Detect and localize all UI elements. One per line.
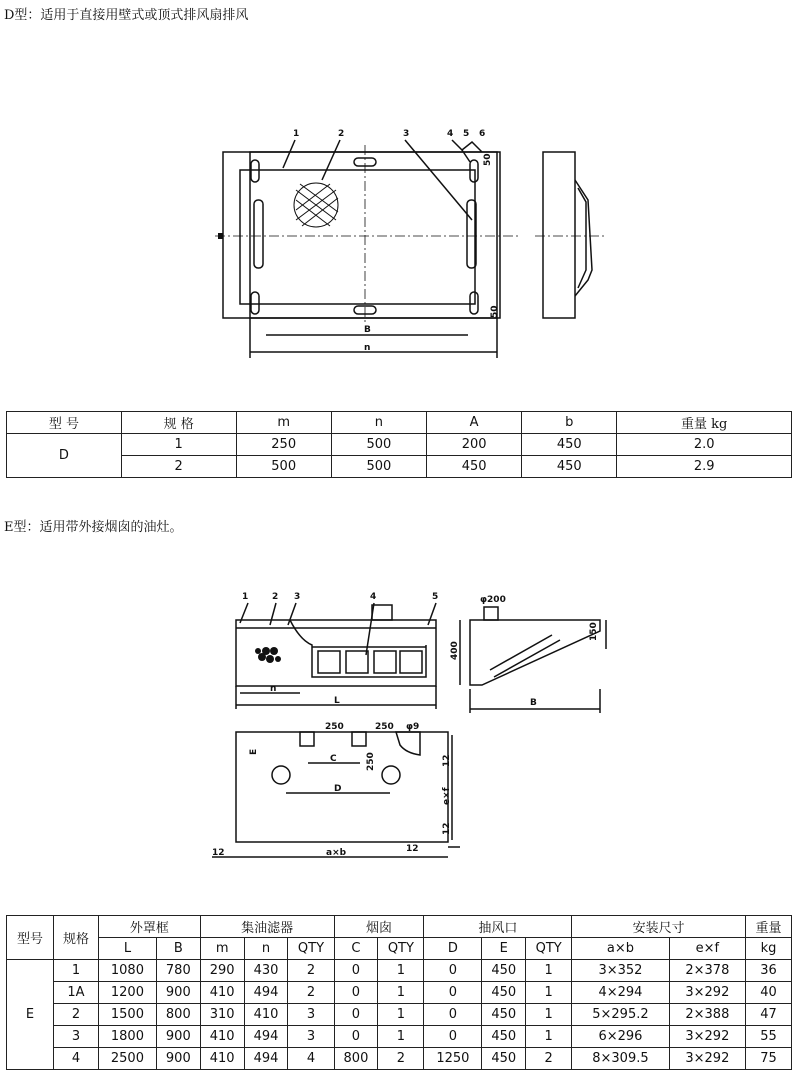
e-cell: 0	[334, 960, 378, 982]
d-header-b: b	[522, 412, 617, 434]
e-dim-height: 400	[450, 641, 460, 660]
d-cell: 2	[121, 456, 236, 478]
e-cell: 410	[200, 1026, 244, 1048]
e-cell: 3×352	[572, 960, 669, 982]
e-dim-b: B	[530, 698, 537, 708]
e-subheader: n	[244, 938, 288, 960]
d-callout-4: 4	[447, 129, 454, 139]
e-header-chimney: 烟囱	[334, 916, 424, 938]
e-dim-d: D	[334, 784, 342, 794]
e-cell: 310	[200, 1004, 244, 1026]
d-cell: 450	[522, 434, 617, 456]
d-model-cell: D	[7, 434, 122, 478]
e-dim-exf: e×f	[442, 787, 452, 805]
e-callout-3: 3	[294, 592, 301, 602]
d-callout-3: 3	[403, 129, 410, 139]
table-row	[7, 1026, 792, 1048]
e-cell: 5×295.2	[572, 1004, 669, 1026]
d-callout-1: 1	[293, 129, 300, 139]
d-cell: 500	[331, 434, 426, 456]
e-dim-r12b: 12	[442, 822, 452, 835]
e-cell: 1	[54, 960, 99, 982]
e-dim-n: n	[270, 684, 277, 694]
e-cell: 494	[244, 1048, 288, 1070]
e-cell: 0	[424, 1026, 482, 1048]
table-row	[7, 1004, 792, 1026]
e-cell: 3×292	[669, 1048, 745, 1070]
e-cell: 450	[482, 982, 526, 1004]
e-dim-pipe: φ200	[480, 595, 506, 605]
d-cell: 2.9	[617, 456, 792, 478]
e-cell: 36	[746, 960, 792, 982]
e-cell: 1	[526, 1004, 572, 1026]
e-cell: 1	[378, 1004, 424, 1026]
e-dim-hole: φ9	[406, 722, 420, 732]
e-header-spec: 规格	[54, 916, 99, 960]
e-dim-150: 150	[589, 622, 599, 641]
e-header-filter: 集油滤器	[200, 916, 334, 938]
d-spec-table	[6, 411, 792, 478]
e-subheader: D	[424, 938, 482, 960]
e-cell: 4	[54, 1048, 99, 1070]
e-cell: 1	[526, 982, 572, 1004]
e-cell: 1500	[99, 1004, 157, 1026]
e-cell: 1	[378, 982, 424, 1004]
e-cell: 0	[334, 1004, 378, 1026]
e-dim-left12: 12	[212, 848, 225, 858]
d-cell: 250	[236, 434, 331, 456]
e-callout-2: 2	[272, 592, 279, 602]
d-header-spec: 规 格	[121, 412, 236, 434]
e-cell: 800	[156, 1004, 200, 1026]
e-cell: 1A	[54, 982, 99, 1004]
d-header-model: 型 号	[7, 412, 122, 434]
d-dim-bottom: 50	[490, 305, 500, 318]
d-cell: 500	[236, 456, 331, 478]
e-subheader: E	[482, 938, 526, 960]
d-type-drawing	[0, 120, 800, 370]
table-row	[7, 1048, 792, 1070]
e-cell: 900	[156, 982, 200, 1004]
e-cell: 4	[288, 1048, 334, 1070]
d-callout-2: 2	[338, 129, 345, 139]
table-row	[7, 960, 792, 982]
e-cell: 410	[200, 982, 244, 1004]
e-cell: 47	[746, 1004, 792, 1026]
e-cell: 1	[378, 960, 424, 982]
e-type-drawing	[0, 585, 800, 885]
e-cell: 0	[424, 982, 482, 1004]
e-cell: 430	[244, 960, 288, 982]
table-row	[7, 982, 792, 1004]
e-cell: 1250	[424, 1048, 482, 1070]
d-callout-5: 5	[463, 129, 470, 139]
e-cell: 3	[54, 1026, 99, 1048]
e-cell: 0	[334, 982, 378, 1004]
e-dim-250a: 250	[325, 722, 344, 732]
e-dim-r12: 12	[442, 754, 452, 767]
e-subheader: QTY	[526, 938, 572, 960]
e-cell: 2×388	[669, 1004, 745, 1026]
d-cell: 450	[522, 456, 617, 478]
e-cell: 0	[424, 960, 482, 982]
e-cell: 900	[156, 1026, 200, 1048]
e-cell: 3	[288, 1026, 334, 1048]
e-cell: 410	[200, 1048, 244, 1070]
e-subheader: a×b	[572, 938, 669, 960]
e-cell: 1	[526, 1026, 572, 1048]
e-cell: 780	[156, 960, 200, 982]
section-d-caption: D型：适用于直接用壁式或顶式排风扇排风	[4, 8, 249, 23]
d-header-a: A	[427, 412, 522, 434]
e-cell: 2	[288, 960, 334, 982]
e-subheader: m	[200, 938, 244, 960]
e-dim-axb: a×b	[326, 848, 347, 858]
e-cell: 1080	[99, 960, 157, 982]
e-callout-5: 5	[432, 592, 439, 602]
e-cell: 2	[288, 982, 334, 1004]
e-cell: 1200	[99, 982, 157, 1004]
e-dim-right12: 12	[406, 844, 419, 854]
e-subheader: e×f	[669, 938, 745, 960]
d-dim-b: B	[364, 325, 371, 335]
e-subheader: C	[334, 938, 378, 960]
e-dim-l: L	[334, 696, 340, 706]
e-cell: 800	[334, 1048, 378, 1070]
d-cell: 1	[121, 434, 236, 456]
e-cell: 2	[378, 1048, 424, 1070]
e-callout-1: 1	[242, 592, 249, 602]
e-subheader: B	[156, 938, 200, 960]
e-cell: 900	[156, 1048, 200, 1070]
e-cell: 0	[424, 1004, 482, 1026]
e-cell: 494	[244, 982, 288, 1004]
e-subheader: QTY	[288, 938, 334, 960]
e-cell: 2×378	[669, 960, 745, 982]
e-cell: 1	[378, 1026, 424, 1048]
section-e-caption: E型：适用带外接烟囱的油灶。	[4, 520, 183, 535]
e-header-exhaust: 抽风口	[424, 916, 572, 938]
d-cell: 500	[331, 456, 426, 478]
e-cell: 2	[526, 1048, 572, 1070]
e-cell: 290	[200, 960, 244, 982]
e-cell: 1800	[99, 1026, 157, 1048]
e-cell: 450	[482, 1004, 526, 1026]
e-dim-c: C	[330, 754, 337, 764]
e-subheader: kg	[746, 938, 792, 960]
e-cell: 450	[482, 1026, 526, 1048]
e-header-install: 安装尺寸	[572, 916, 746, 938]
e-cell: 4×294	[572, 982, 669, 1004]
e-header-frame: 外罩框	[99, 916, 201, 938]
e-cell: 3×292	[669, 1026, 745, 1048]
e-subheader: L	[99, 938, 157, 960]
e-spec-table	[6, 915, 792, 1070]
e-cell: 55	[746, 1026, 792, 1048]
d-dim-n: n	[364, 343, 371, 353]
e-cell: 8×309.5	[572, 1048, 669, 1070]
d-cell: 450	[427, 456, 522, 478]
e-header-weight: 重量	[746, 916, 792, 938]
e-cell: 1	[526, 960, 572, 982]
d-dim-top: 50	[483, 153, 493, 166]
e-dim-250b: 250	[375, 722, 394, 732]
e-callout-4: 4	[370, 592, 377, 602]
e-cell: 40	[746, 982, 792, 1004]
e-cell: 3	[288, 1004, 334, 1026]
e-model-cell: E	[7, 960, 54, 1070]
e-cell: 410	[244, 1004, 288, 1026]
e-cell: 0	[334, 1026, 378, 1048]
d-cell: 200	[427, 434, 522, 456]
e-dim-v250: 250	[366, 752, 376, 771]
e-table-body	[7, 960, 792, 1070]
e-header-model: 型号	[7, 916, 54, 960]
e-subheader: QTY	[378, 938, 424, 960]
e-cell: 2	[54, 1004, 99, 1026]
e-cell: 494	[244, 1026, 288, 1048]
d-header-weight: 重量 kg	[617, 412, 792, 434]
e-cell: 450	[482, 1048, 526, 1070]
e-cell: 6×296	[572, 1026, 669, 1048]
d-header-m: m	[236, 412, 331, 434]
d-callout-6: 6	[479, 129, 486, 139]
e-cell: 2500	[99, 1048, 157, 1070]
d-cell: 2.0	[617, 434, 792, 456]
e-dim-e: E	[249, 748, 259, 755]
e-cell: 75	[746, 1048, 792, 1070]
d-header-n: n	[331, 412, 426, 434]
e-cell: 450	[482, 960, 526, 982]
e-cell: 3×292	[669, 982, 745, 1004]
